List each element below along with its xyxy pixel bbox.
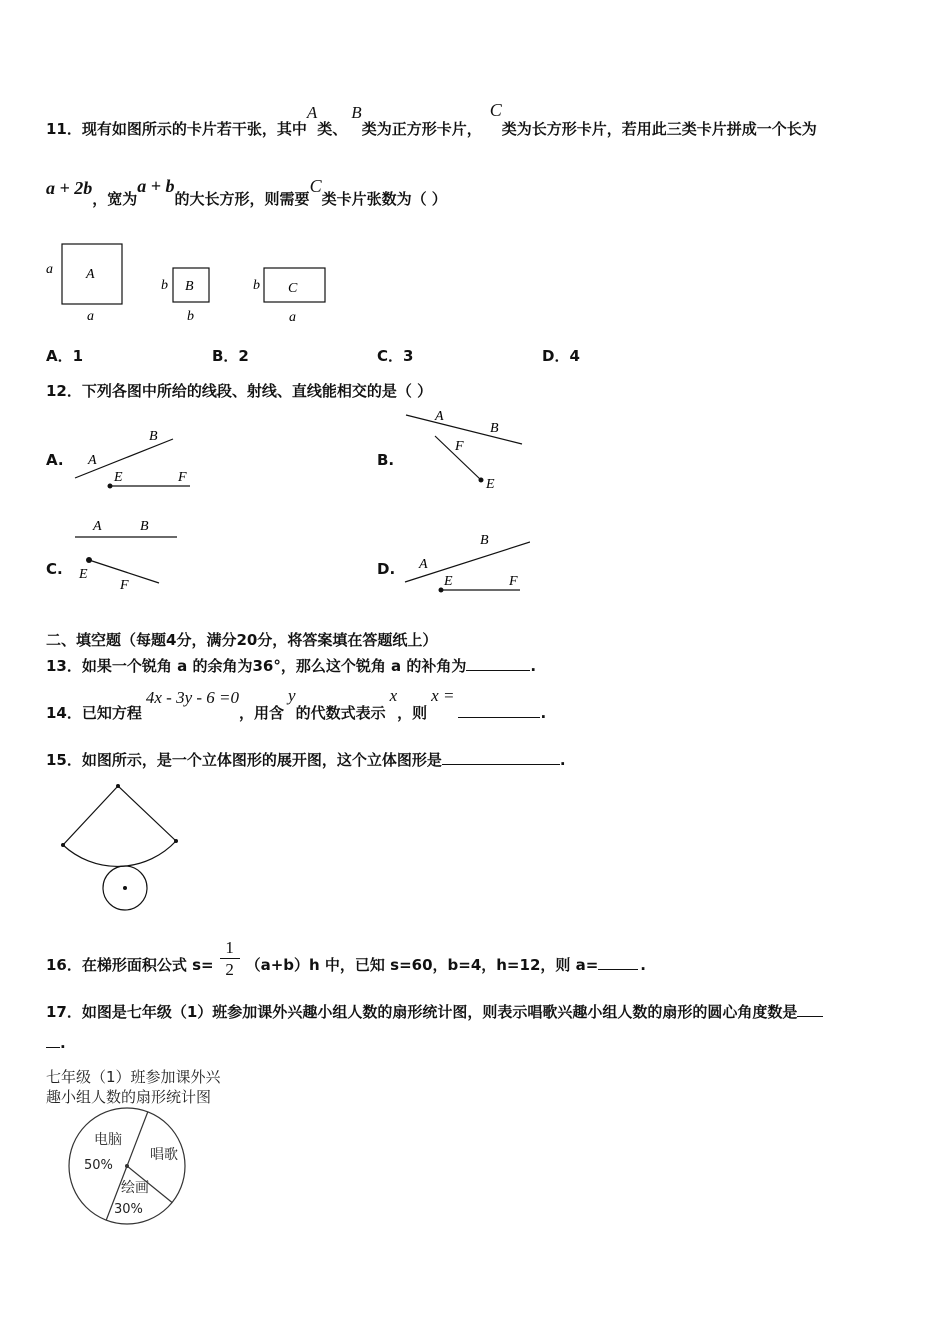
pie-chart [46,1106,246,1228]
q12-c-label-B: B [140,519,149,534]
q16-fraction [220,938,240,981]
q11-var-C: C [489,100,502,120]
q14-var-y: y [288,686,296,705]
q16-text-1: 16．在梯形面积公式 s= [46,956,214,974]
q14-x-equals: x = [431,686,455,705]
q17-answer-blank[interactable] [797,1015,823,1017]
q11-text-3: 类为正方形卡片， [361,120,482,138]
pie-pct-computer: 50% [84,1158,113,1173]
card-C-bottom-label: a [289,310,296,325]
q16-end: . [640,956,646,974]
q12-a-label-F: F [178,470,187,485]
q15-answer-blank[interactable] [442,763,560,765]
section-heading: 二、填空题（每题4分，满分20分，将答案填在答题纸上） [46,631,438,649]
q12-c-label-A: A [93,519,102,534]
q11-card-figure [40,238,340,328]
q12-d-label-F: F [509,574,518,589]
q11-expr-length: a + 2b [46,178,93,198]
q13-text: 13．如果一个锐角 a 的余角为36°，那么这个锐角 a 的补角为 [46,657,467,675]
q11-var-A: A [306,103,318,122]
q13-answer-blank[interactable] [466,669,530,671]
pie-label-drawing: 绘画 [121,1180,149,1196]
q16-text-2: （a+b）h 中，已知 s=60，b=4，h=12，则 a= [245,956,599,974]
q15-line: 15．如图所示，是一个立体图形的展开图，这个立体图形是 . [46,751,566,769]
q11-text-2: 类、 [317,120,348,138]
q17-answer-blank-cont[interactable] [46,1046,60,1048]
pie-title-line2: 趣小组人数的扇形统计图 [46,1088,212,1106]
q17-end: . [60,1034,66,1052]
q11-line2 [46,178,447,218]
q11-text-5: ，宽为 [92,190,138,208]
q14-var-x: x [389,686,398,705]
q14-text-3: 的代数式表示 [295,704,386,722]
q14-text-1: 14．已知方程 [46,704,142,722]
q11-option-d: D．4 [542,347,580,365]
q16-answer-blank[interactable] [598,968,638,970]
q11-text-1: 11．现有如图所示的卡片若干张，其中 [46,120,307,138]
q11-text-6: 的大长方形，则需要 [174,190,310,208]
q12-b-label-E: E [486,477,495,492]
q17-line [46,1001,823,1022]
q17-text: 17．如图是七年级（1）班参加课外兴趣小组人数的扇形统计图，则表示唱歌兴趣小组人数的扇形的圆心角度数是 [46,1003,798,1021]
q11-expr-width: a + b [137,176,175,196]
q12-a-label-A: A [88,453,97,468]
q12-d-label-E: E [444,574,453,589]
q12-c-label-E: E [79,567,88,582]
q16-line [46,938,646,988]
card-A-bottom-label: a [87,309,94,324]
q15-text: 15．如图所示，是一个立体图形的展开图，这个立体图形是 [46,751,442,769]
q11-option-b: B．2 [212,347,249,365]
q12-option-c: C. [46,560,63,578]
q11-var-C2: C [309,176,322,196]
q14-equation: 4x - 3y - 6 =0 [145,688,240,707]
q14-text-2: ，用含 [239,704,285,722]
q11-option-c: C．3 [377,347,414,365]
pie-divider-1 [127,1112,148,1166]
pie-label-computer: 电脑 [94,1132,122,1148]
card-B-label: B [185,279,194,294]
q12-b-label-F: F [455,439,464,454]
q12-b-label-A: A [435,409,444,424]
q16-fraction-numerator: 1 [220,938,240,959]
q12-option-b: B. [377,451,395,469]
q12-d-label-A: A [419,557,428,572]
card-A-label: A [86,267,95,282]
q12-c-label-F: F [120,578,129,593]
q11-line1 [46,100,817,144]
q14-end: . [540,704,547,722]
q16-fraction-denominator: 2 [225,960,234,979]
pie-title-line1: 七年级（1）班参加课外兴 [46,1068,221,1086]
q12-option-a: A. [46,451,64,469]
q12-a-label-E: E [114,470,123,485]
card-B-bottom-label: b [187,309,194,324]
q14-line [46,688,546,728]
q15-cone-net-figure [55,780,195,915]
card-B-side-label: b [161,278,168,293]
q12-figure-a [70,425,200,495]
q12-b-label-B: B [490,421,499,436]
q11-option-a: A．1 [46,347,84,365]
q12-figure-b [400,405,530,495]
card-C-side-label: b [253,278,260,293]
card-A-side-label: a [46,262,53,277]
q14-text-4: ，则 [397,704,428,722]
q14-answer-blank[interactable] [458,716,540,718]
pie-pct-drawing: 30% [114,1202,143,1217]
q17-line2 [46,1034,66,1052]
q11-text-7: 类卡片张数为（ ） [321,190,447,208]
pie-label-singing: 唱歌 [150,1147,178,1163]
q12-figure-c [70,510,190,595]
q12-text: 12．下列各图中所给的线段、射线、直线能相交的是（ ） [46,382,433,400]
q12-figure-d [400,530,530,600]
q11-text-4: 类为长方形卡片，若用此三类卡片拼成一个长为 [501,120,817,138]
q12-option-d: D. [377,560,396,578]
q12-d-label-B: B [480,533,489,548]
q11-var-B: B [351,103,362,122]
q13-line: 13．如果一个锐角 a 的余角为36°，那么这个锐角 a 的补角为 . [46,657,537,675]
q12-a-label-B: B [149,429,158,444]
card-C-label: C [288,281,298,296]
